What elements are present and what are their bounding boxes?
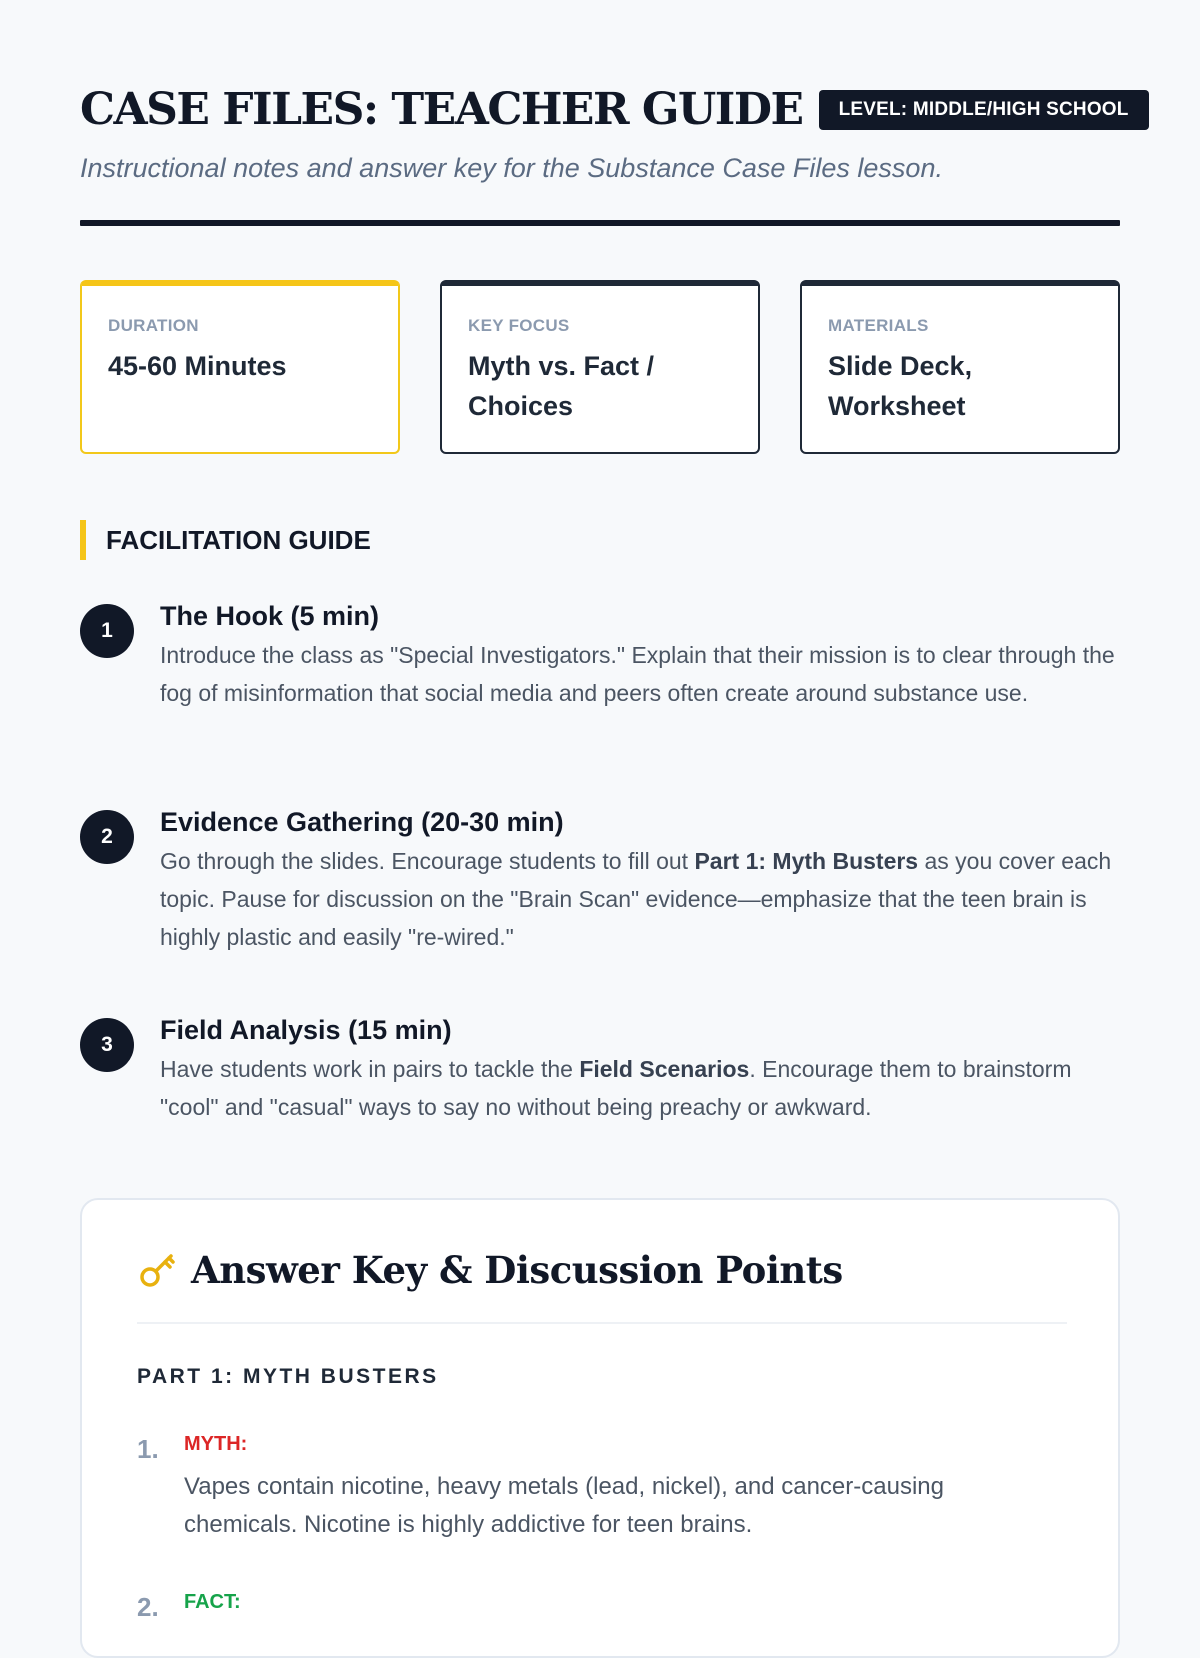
materials-card xyxy=(800,280,1120,454)
title-row xyxy=(80,82,1129,138)
answer-key-header xyxy=(137,1248,843,1292)
level-badge: LEVEL: MIDDLE/HIGH SCHOOL xyxy=(819,90,1149,130)
page-subtitle: Instructional notes and answer key for the Substance Case Files lesson. xyxy=(80,153,943,183)
step-text-emphasis: Field Scenarios xyxy=(579,1056,750,1082)
info-cards xyxy=(80,280,1120,454)
step-text: Introduce the class as "Special Investigators." Explain that their mission is to clear through the fog of misinformation that social media and peers often create around substance use. xyxy=(160,642,1115,706)
answer-key-title: Answer Key & Discussion Points xyxy=(191,1248,843,1292)
part-title: PART 1: MYTH BUSTERS xyxy=(137,1365,439,1388)
step-number: 3 xyxy=(80,1018,134,1072)
step-number: 2 xyxy=(80,810,134,864)
card-value: Myth vs. Fact / Choices xyxy=(468,351,655,421)
answer-content xyxy=(184,1430,1034,1544)
facilitation-heading: FACILITATION GUIDE xyxy=(80,520,371,560)
answer-index: 1. xyxy=(137,1434,159,1464)
step-title: Evidence Gathering (20-30 min) xyxy=(160,807,564,837)
duration-card xyxy=(80,280,400,454)
answer-key-divider xyxy=(137,1322,1067,1324)
step-title: The Hook (5 min) xyxy=(160,601,380,631)
step-number: 1 xyxy=(80,604,134,658)
step-body xyxy=(160,596,1120,712)
answer-content xyxy=(184,1588,1034,1616)
answer-key-panel xyxy=(80,1198,1120,1658)
page-title: CASE FILES: TEACHER GUIDE xyxy=(80,84,803,135)
step-title: Field Analysis (15 min) xyxy=(160,1015,452,1045)
step-body xyxy=(160,1010,1120,1126)
card-label: KEY FOCUS xyxy=(468,316,570,335)
step-text xyxy=(160,842,1120,956)
card-label: MATERIALS xyxy=(828,316,929,335)
header-divider xyxy=(80,220,1120,226)
answer-text: Vapes contain nicotine, heavy metals (lead, nickel), and cancer-causing chemicals. Nicotine is highly addictive for teen brains. xyxy=(184,1473,944,1538)
answer-index: 2. xyxy=(137,1592,159,1622)
step-body xyxy=(160,802,1120,956)
page-header xyxy=(80,82,1129,186)
step-text-before: Go through the slides. Encourage students to fill out xyxy=(160,848,695,874)
myth-tag: MYTH: xyxy=(184,1433,248,1455)
step-text-after: as you cover each topic. Pause for discussion on the "Brain Scan" evidence—emphasize that the teen brain is highly plastic and easily "re-wired." xyxy=(160,848,1112,950)
step-text-before: Have students work in pairs to tackle the xyxy=(160,1056,580,1082)
step-text-emphasis: Part 1: Myth Busters xyxy=(694,848,919,874)
step-text-after: . Encourage them to brainstorm "cool" and "casual" ways to say no without being preachy or awkward. xyxy=(160,1056,1072,1120)
card-value: 45-60 Minutes xyxy=(108,351,287,381)
step-text xyxy=(160,1050,1120,1126)
card-label: DURATION xyxy=(108,316,199,335)
key-focus-card xyxy=(440,280,760,454)
key-icon xyxy=(137,1250,177,1290)
card-value: Slide Deck, Worksheet xyxy=(828,351,973,421)
fact-tag: FACT: xyxy=(184,1591,241,1613)
